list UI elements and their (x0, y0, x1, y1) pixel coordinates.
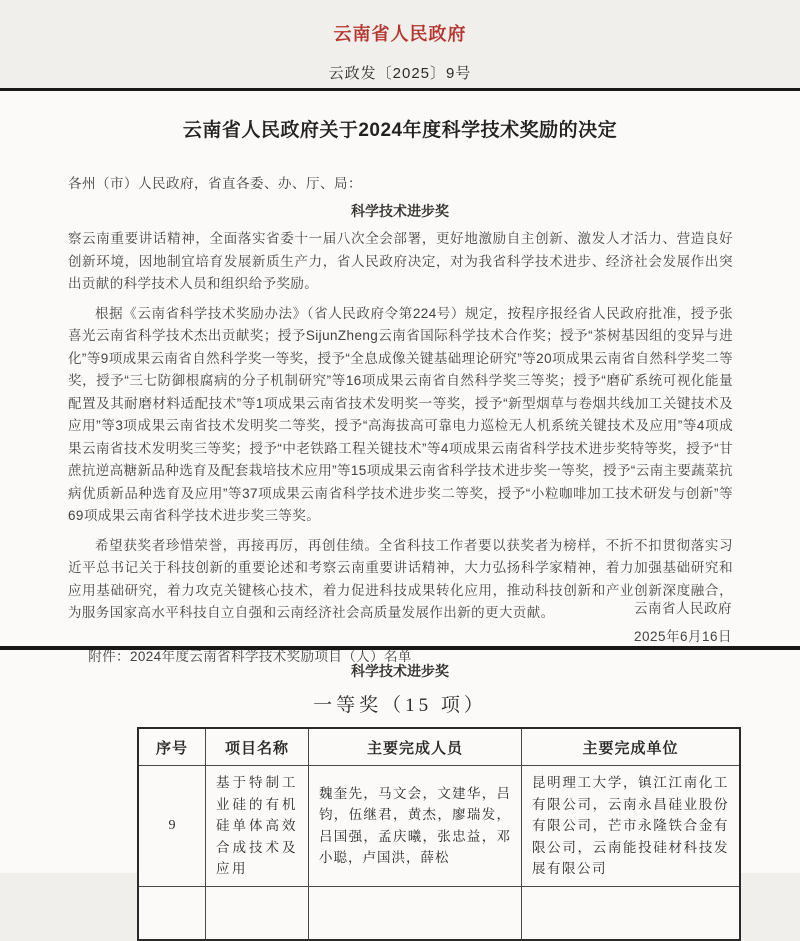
paragraph-1: 察云南重要讲话精神，全面落实省委十一届八次全会部署，更好地激励自主创新、激发人才活力、营造良好创新环境，因地制宜培育发展新质生产力，省人民政府决定，对为我省科学技术进步、经济社会发展作出突出贡献的科学技术人员和组织给予奖励。 (68, 231, 733, 291)
table-header-row (138, 728, 740, 766)
attachment-line: 附件：2024年度云南省科学技术奖励项目（人）名单 (88, 648, 412, 664)
masthead-doc-number: 云政发〔2025〕9号 (328, 65, 472, 82)
table-row-partial (138, 886, 740, 940)
document-sheet (0, 91, 800, 664)
masthead (0, 0, 800, 88)
awards-table (137, 727, 741, 941)
signature-block (634, 597, 732, 645)
table-header-org: 主要完成单位 (522, 728, 741, 766)
table-header-people: 主要完成人员 (309, 728, 522, 766)
masthead-org-name: 云南省人民政府 (333, 24, 467, 44)
section-heading: 科学技术进步奖 (351, 203, 449, 219)
appendix-section (0, 650, 800, 876)
cell-project-name: 基于特制工业硅的有机硅单体高效合成技术及应用 (206, 766, 309, 887)
document-title: 云南省人民政府关于2024年度科学技术奖励的决定 (182, 120, 618, 141)
paragraph-2: 根据《云南省科学技术奖励办法》（省人民政府令第224号）规定，按程序报经省人民政府批准，授予张喜光云南省科学技术杰出贡献奖；授予SijunZheng云南省国际科学技术合作奖；授予“茶树基因组的变异与进化”等9项成果云南省自然科学奖一等奖，授予“全息成像关键基础理论研究”等20项成果云南省自然科学奖二等奖，授予“三七防御根腐病的分子机制研究”等16项成果云南省自然科学奖三等奖；授予“磨矿系统可视化能量配置及其耐磨材料适配技术”等1项成果云南省技术发明奖一等奖，授予“新型烟草与卷烟共线加工关键技术及应用”等3项成果云南省技术发明奖二等奖，授予“高海拔高可靠电力巡检无人机系统关键技术及应用”等4项成果云南省技术发明奖三等奖；授予“中老铁路工程关键技术”等4项成果云南省科学技术进步奖特等奖，授予“甘蔗抗逆高糖新品种选育及配套栽培技术应用”等15项成果云南省科学技术进步奖一等奖，授予“云南主要蔬菜抗病优质新品种选育及应用”等37项成果云南省科学技术进步奖二等奖，授予“小粒咖啡加工技术研发与创新”等69项成果云南省科学技术进步奖三等奖。 (68, 305, 734, 523)
table-header-project: 项目名称 (206, 728, 309, 766)
signature-signer: 云南省人民政府 (633, 601, 732, 616)
salutation: 各州（市）人民政府，省直各委、办、厅、局： (68, 176, 362, 191)
table-header-index: 序号 (138, 728, 206, 766)
paragraph-3: 希望获奖者珍惜荣誉，再接再厉，再创佳绩。全省科技工作者要以获奖者为榜样，不折不扣贯彻落实习近平总书记关于科技创新的重要论述和考察云南重要讲话精神，大力弘扬科学家精神，着力加强基础研究和应用基础研究，着力攻克关键核心技术，着力促进科技成果转化应用，推动科技创新和产业创新深度融合，为服务国家高水平科技自立自强和云南经济社会高质量发展作出新的更大贡献。 (68, 537, 733, 620)
cell-contributors: 魏奎先，马文会，文建华，吕钧，伍继君，黄杰，廖瑞发，吕国强，孟庆曦，张忠益，邓小聪，卢国洪，薛松 (309, 766, 522, 887)
appendix-category-heading: 科学技术进步奖 (351, 663, 449, 679)
cell-organizations: 昆明理工大学，镇江江南化工有限公司，云南永昌硅业股份有限公司，芒市永隆铁合金有限公司，云南能投硅材科技发展有限公司 (522, 766, 741, 887)
table-row (138, 766, 740, 887)
appendix-grade-heading: 一等奖（15 项） (313, 695, 487, 716)
signature-date: 2025年6月16日 (633, 629, 732, 644)
cell-index: 9 (138, 766, 206, 887)
